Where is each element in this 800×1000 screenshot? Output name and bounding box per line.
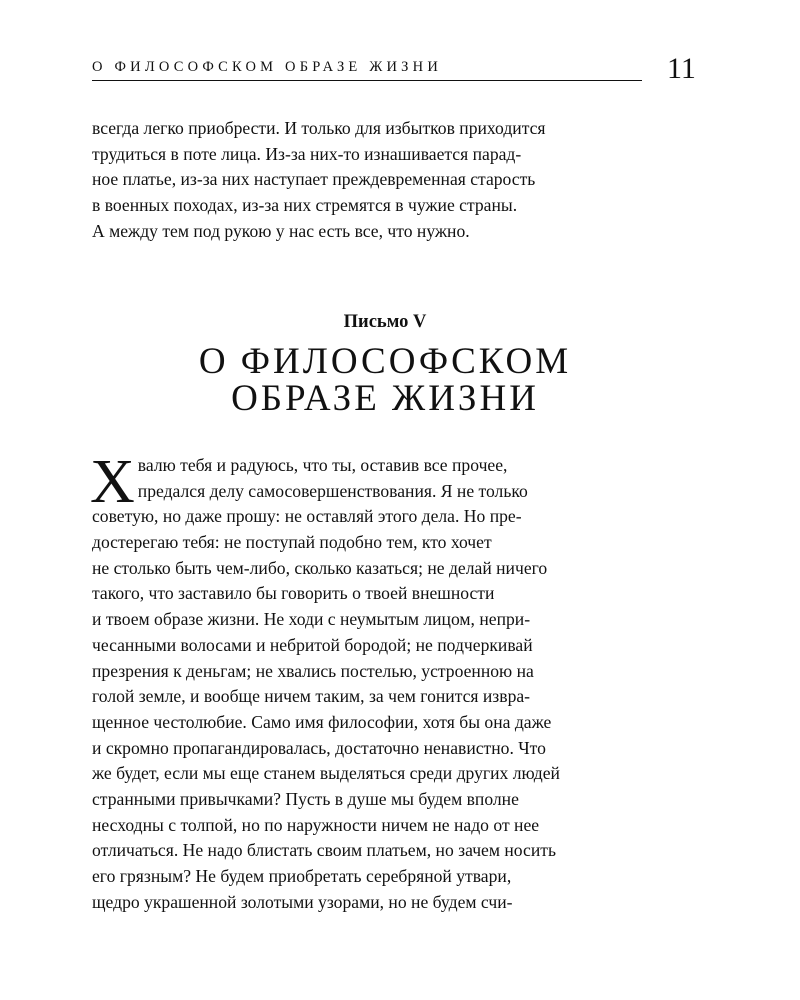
header-rule bbox=[92, 80, 642, 81]
text-line: достерегаю тебя: не поступай подобно тем, кто хочет bbox=[92, 532, 492, 553]
text-line: ное платье, из-за них наступает преждевременная старость bbox=[92, 169, 536, 190]
text-line: предался делу самосовершенствования. Я не только bbox=[137, 480, 528, 501]
text-line: щенное честолюбие. Само имя философии, хотя бы она даже bbox=[92, 711, 552, 732]
text-line: несходны с толпой, но по наружности ничем не надо от нее bbox=[92, 814, 540, 835]
chapter-title-line-2: ОБРАЗЕ ЖИЗНИ bbox=[231, 378, 539, 419]
text-line: не столько быть чем-либо, сколько казаться; не делай ничего bbox=[92, 557, 548, 578]
page-number: 11 bbox=[667, 52, 696, 85]
text-line: такого, что заставило бы говорить о твоей внешности bbox=[92, 583, 495, 604]
text-line: и твоем образе жизни. Не ходи с неумытым лицом, непри- bbox=[92, 609, 531, 630]
text-line: странными привычками? Пусть в душе мы будем вполне bbox=[92, 788, 519, 809]
continued-paragraph bbox=[92, 116, 692, 244]
running-header-title: О ФИЛОСОФСКОМ ОБРАЗЕ ЖИЗНИ bbox=[92, 59, 442, 75]
text-line: советую, но даже прошу: не оставляй этого дела. Но пре- bbox=[92, 506, 522, 527]
text-line: в военных походах, из-за них стремятся в чужие страны. bbox=[92, 195, 518, 216]
drop-cap: Х bbox=[90, 448, 135, 516]
text-line: же будет, если мы еще станем выделяться среди других людей bbox=[92, 763, 560, 784]
text-line: трудиться в поте лица. Из-за них-то изнашивается парад- bbox=[92, 143, 522, 164]
text-line: отличаться. Не надо блистать своим платьем, но зачем носить bbox=[92, 840, 556, 861]
text-line: валю тебя и радуюсь, что ты, оставив все прочее, bbox=[137, 455, 508, 475]
letter-label: Письмо V bbox=[343, 312, 427, 332]
chapter-title bbox=[0, 343, 770, 417]
text-line: презрения к деньгам; не хвались постелью, устроенною на bbox=[92, 660, 534, 681]
text-line: его грязным? Не будем приобретать серебряной утвари, bbox=[92, 866, 512, 886]
letter-body-paragraph bbox=[90, 448, 692, 915]
text-line: чесанными волосами и небритой бородой; не подчеркивай bbox=[92, 634, 533, 655]
text-line: голой земле, и вообще ничем таким, за чем гонится извра- bbox=[92, 686, 531, 707]
text-line: и скромно пропагандировалась, достаточно ненавистно. Что bbox=[92, 737, 546, 758]
text-line: всегда легко приобрести. И только для избытков приходится bbox=[92, 118, 546, 138]
text-line: щедро украшенной золотыми узорами, но не будем счи- bbox=[92, 891, 513, 912]
text-line: А между тем под рукою у нас есть все, что нужно. bbox=[92, 220, 470, 241]
chapter-title-line-1: О ФИЛОСОФСКОМ bbox=[198, 341, 572, 382]
